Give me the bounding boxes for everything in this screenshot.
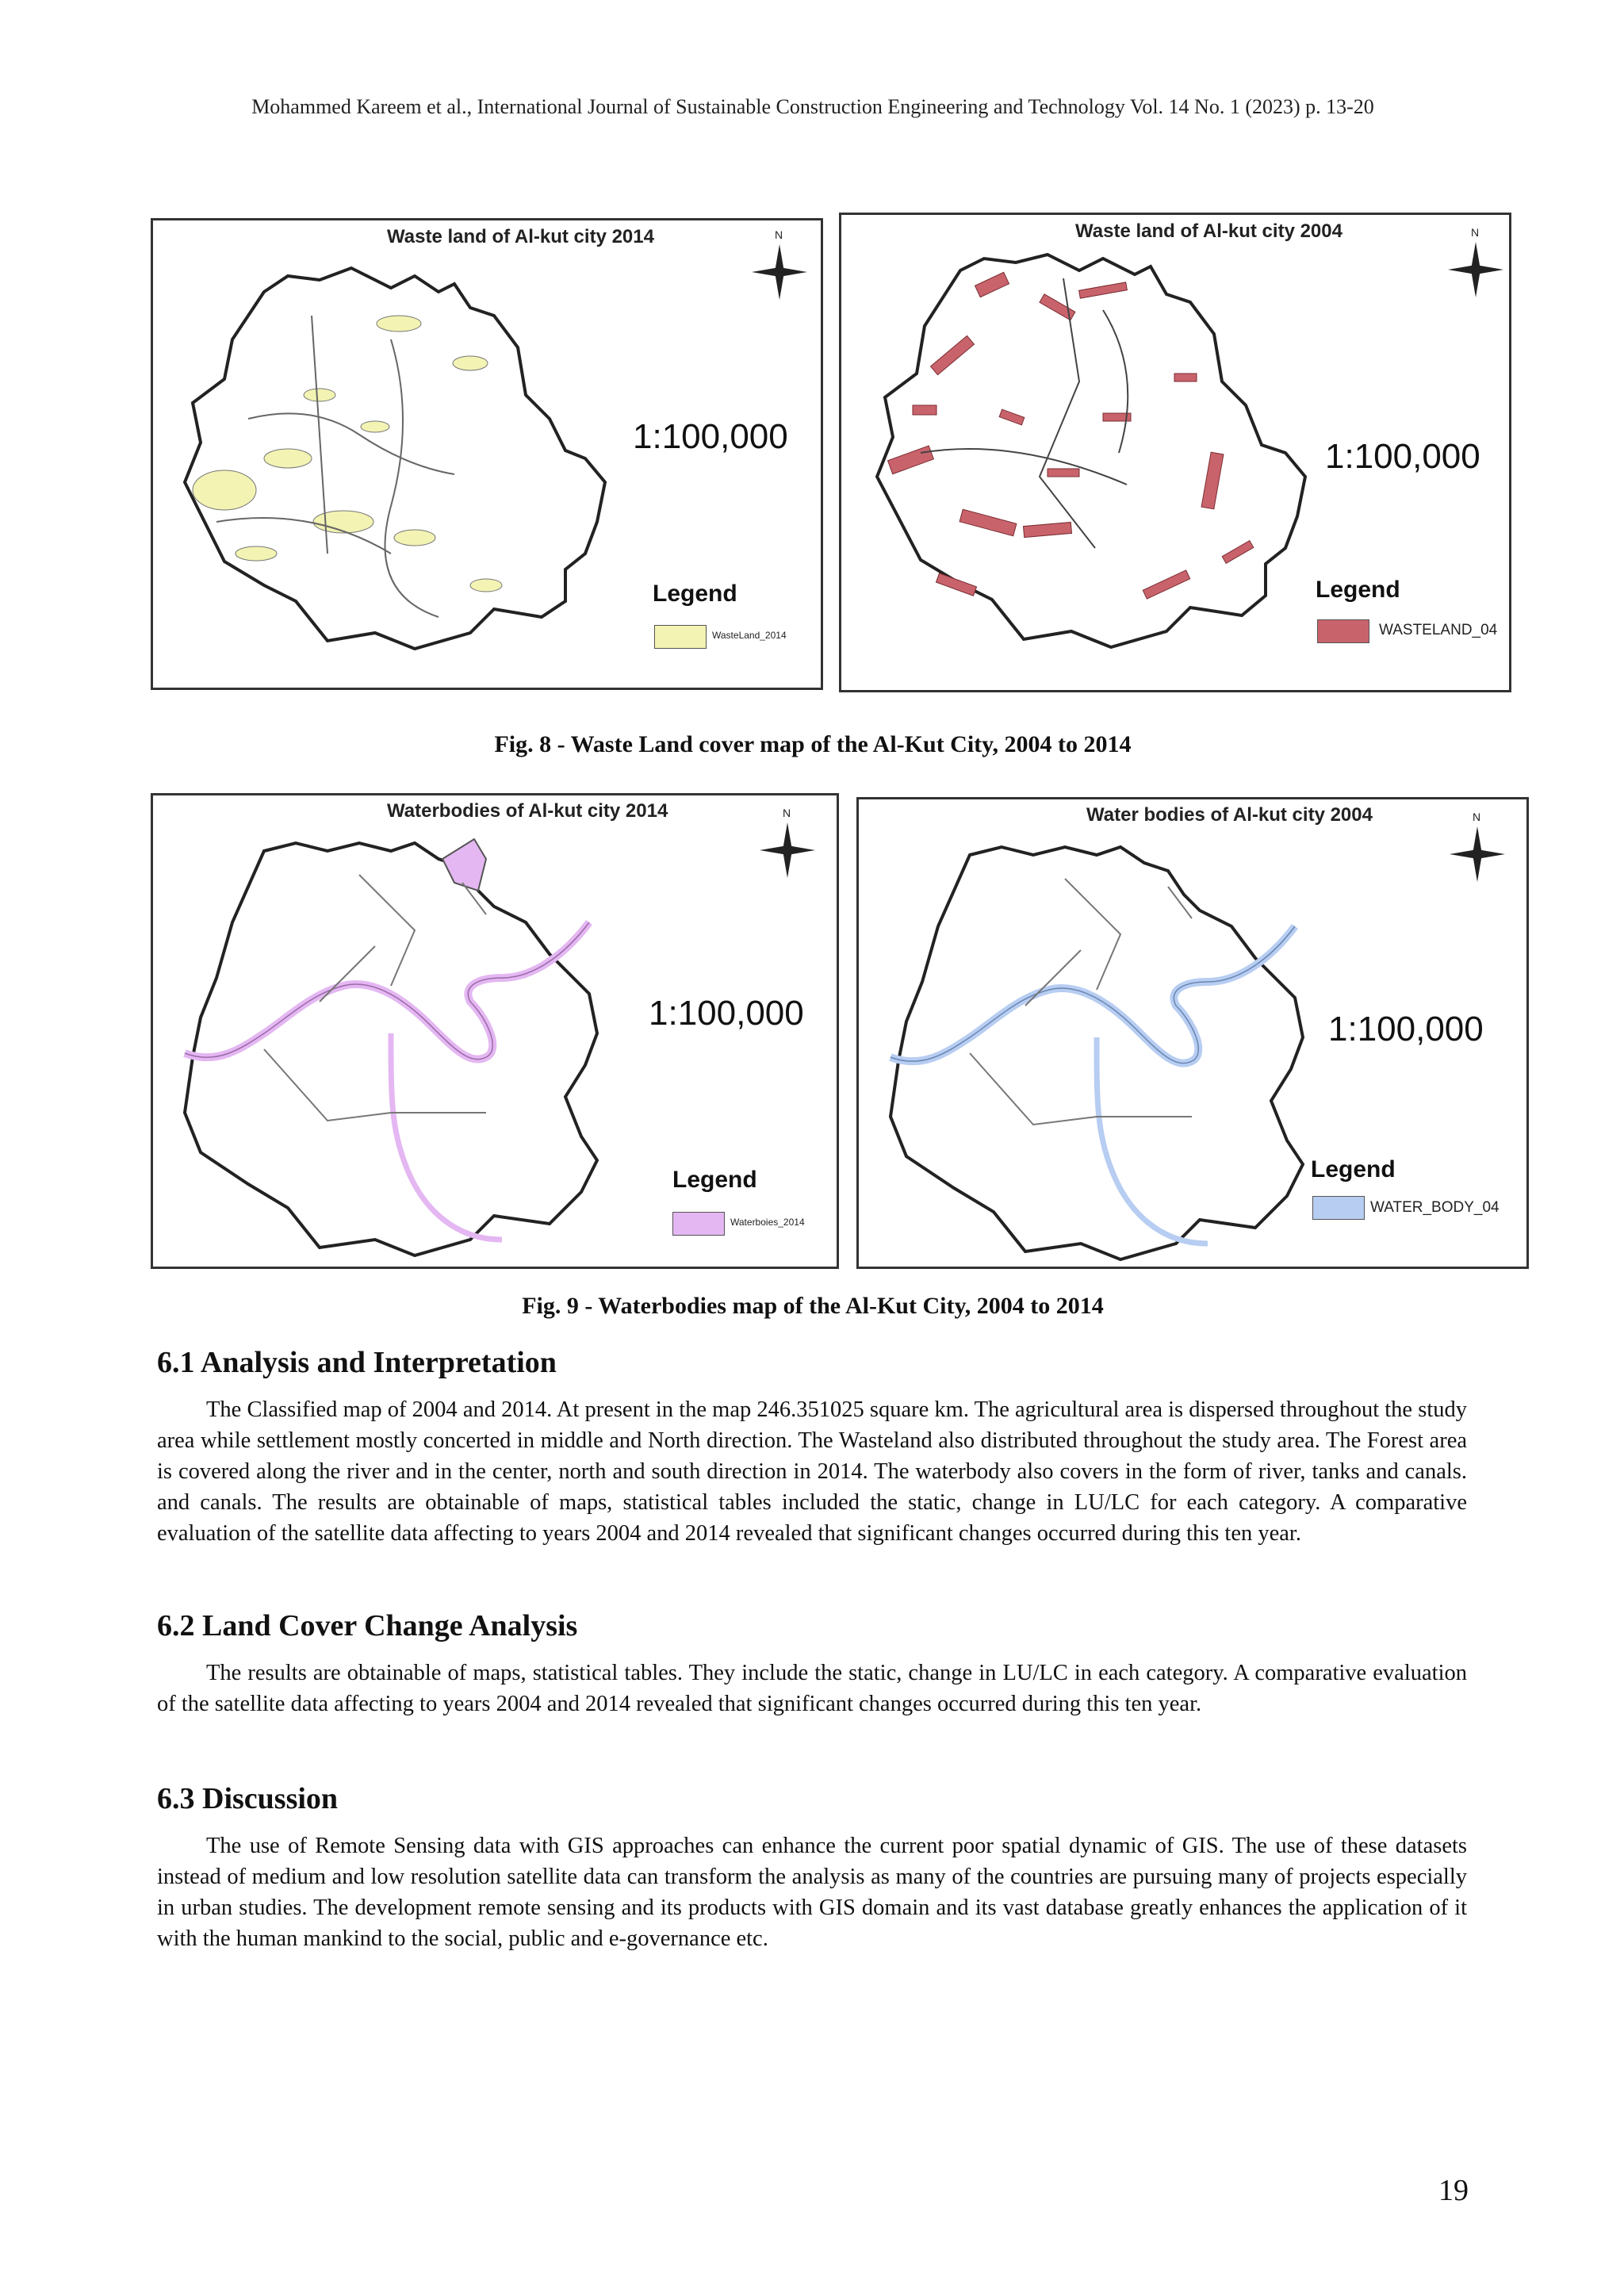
legend-label: WasteLand_2014 [712, 630, 787, 641]
map-wasteland-2014 [151, 218, 823, 690]
legend-swatch-waterbodies-2014 [672, 1212, 725, 1236]
north-arrow-icon: N [1440, 226, 1511, 305]
map-wasteland-2004 [839, 213, 1511, 692]
legend-label: WATER_BODY_04 [1370, 1199, 1500, 1216]
legend-swatch-waterbodies-2004 [1312, 1196, 1365, 1220]
section-title-6-3: 6.3 Discussion [157, 1782, 339, 1815]
map-title: Water bodies of Al-kut city 2004 [1086, 804, 1373, 826]
map-title: Waste land of Al-kut city 2004 [1075, 220, 1342, 242]
legend-swatch-wasteland-2014 [654, 625, 707, 649]
map-scale: 1:100,000 [633, 417, 788, 456]
map-title: Waste land of Al-kut city 2014 [387, 226, 654, 247]
section-title-6-1: 6.1 Analysis and Interpretation [157, 1346, 557, 1379]
section-paragraph-6-3: The use of Remote Sensing data with GIS approaches can enhance the current poor spatial dynamic of GIS. The use of these datasets instead of medium and low resolution satellite data can transform the analysis as many of the countries are pursuing many of projects especially in urban studies. The development remote sensing and its products with GIS domain and its vast database greatly enhances the application of it with the human mankind to the social, public and e-governance etc. [157, 1834, 1467, 1951]
figure-caption-8: Fig. 8 - Waste Land cover map of the Al-Kut City, 2004 to 2014 [494, 731, 1132, 757]
map-scale: 1:100,000 [649, 994, 804, 1033]
legend-label: WASTELAND_04 [1379, 622, 1498, 638]
running-header: Mohammed Kareem et al., International Journal of Sustainable Construction Engineering and Technology Vol. 14 No. 1 (2023) p. 13-20 [251, 95, 1374, 118]
figure-caption-9: Fig. 9 - Waterbodies map of the Al-Kut City, 2004 to 2014 [522, 1293, 1104, 1319]
section-title-6-2: 6.2 Land Cover Change Analysis [157, 1609, 578, 1642]
legend-title: Legend [1311, 1156, 1396, 1182]
map-waterbodies-2004 [856, 797, 1529, 1269]
map-scale: 1:100,000 [1328, 1010, 1484, 1048]
section-paragraph-6-2: The results are obtainable of maps, statistical tables. They include the static, change in LU/LC in each category. A comparative evaluation of the satellite data affecting to years 2004 and 2014 revealed that significant changes occurred during this ten year. [157, 1661, 1467, 1716]
map-scale: 1:100,000 [1325, 437, 1480, 476]
legend-title: Legend [1316, 577, 1400, 603]
map-waterbodies-2014 [151, 793, 839, 1269]
legend-title: Legend [653, 581, 737, 607]
map-title: Waterbodies of Al-kut city 2014 [387, 800, 668, 822]
page-number: 19 [1438, 2174, 1469, 2207]
legend-label: Waterboies_2014 [730, 1217, 805, 1228]
legend-title: Legend [672, 1167, 757, 1193]
section-paragraph-6-1: The Classified map of 2004 and 2014. At present in the map 246.351025 square km. The agricultural area is dispersed throughout the study area while settlement mostly concerted in middle and North direction. The Wasteland also distributed throughout the study area. The Forest area is covered along the river and in the center, north and south direction in 2014. The waterbody also covers in the form of river, tanks and canals. and canals. The results are obtainable of maps, statistical tables included the static, change in LU/LC for each category. A comparative evaluation of the satellite data affecting to years 2004 and 2014 revealed that significant changes occurred during this ten year. [157, 1397, 1467, 1546]
north-arrow-icon: N [752, 807, 823, 886]
legend-swatch-wasteland-2004 [1317, 619, 1369, 643]
north-arrow-icon: N [744, 228, 815, 308]
north-arrow-icon: N [1442, 811, 1513, 890]
